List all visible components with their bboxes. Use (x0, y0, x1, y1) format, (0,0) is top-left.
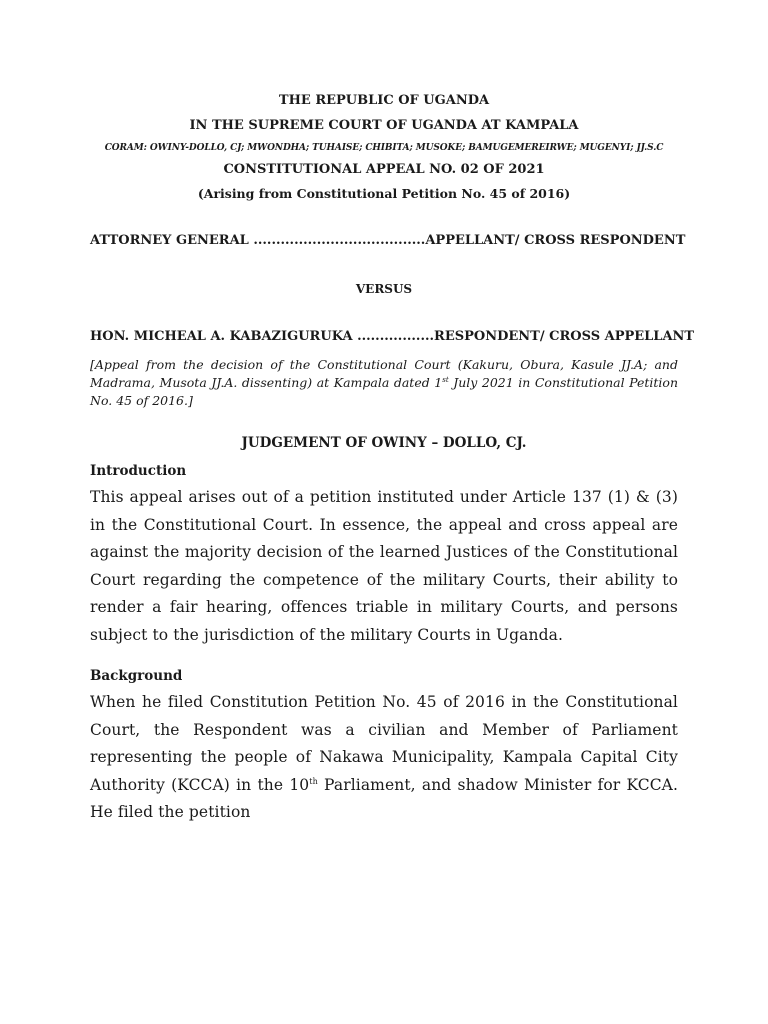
arising-from: (Arising from Constitutional Petition No. 45 of 2016) (197, 186, 571, 201)
background-sup: th (309, 776, 318, 786)
appeal-note-text-b: July 2021 in Constitutional Petition No. 45 of 2016.] (90, 375, 678, 408)
respondent-name: HON. MICHEAL A. KABAZIGURUKA ................. (90, 329, 435, 344)
background-text-a: When he filed Constitution Petition No. 45 of 2016 in the Constitutional Court, the Respondent was a civilian and Member of Parliament representing the people of Nakawa Municipality, Kampala Capital City Authority (KCCA) in the 10 (90, 693, 678, 794)
court-heading: IN THE SUPREME COURT OF UGANDA AT KAMPALA (189, 118, 579, 133)
versus-label: VERSUS (355, 282, 413, 296)
judgement-title: JUDGEMENT OF OWINY – DOLLO, CJ. (241, 435, 527, 451)
appeal-note (90, 356, 678, 410)
appeal-number: CONSTITUTIONAL APPEAL NO. 02 OF 2021 (223, 162, 545, 177)
background-text-b: Parliament, and shadow Minister for KCCA. He filed the petition (90, 775, 678, 821)
respondent-row (90, 329, 695, 344)
republic-heading: THE REPUBLIC OF UGANDA (278, 93, 490, 108)
background-paragraph (90, 689, 678, 827)
coram-line: CORAM: OWINY-DOLLO, CJ; MWONDHA; TUHAISE; CHIBITA; MUSOKE; BAMUGEMEREIRWE; MUGENYI; JJ.S.C (104, 143, 664, 153)
respondent-role: RESPONDENT/ CROSS APPELLANT (434, 329, 695, 344)
appellant-row (90, 233, 686, 248)
background-heading: Background (90, 668, 183, 684)
introduction-paragraph: This appeal arises out of a petition instituted under Article 137 (1) & (3) in the Constitutional Court. In essence, the appeal and cross appeal are against the majority decision of the learned Justices of the Constitutional Court regarding the competence of the military Courts, their ability to render a fair hearing, offences triable in military Courts, and persons subject to the jurisdiction of the military Courts in Uganda. (90, 488, 678, 644)
appellant-name: ATTORNEY GENERAL ...................................... (90, 233, 426, 248)
introduction-heading: Introduction (90, 463, 187, 479)
appeal-note-text-a: [Appeal from the decision of the Constitutional Court (Kakuru, Obura, Kasule JJ.A; and Madrama, Musota JJ.A. dissenting) at Kampala dated 1 (90, 357, 678, 390)
appeal-note-sup: st (442, 375, 449, 384)
appellant-role: APPELLANT/ CROSS RESPONDENT (425, 233, 686, 248)
